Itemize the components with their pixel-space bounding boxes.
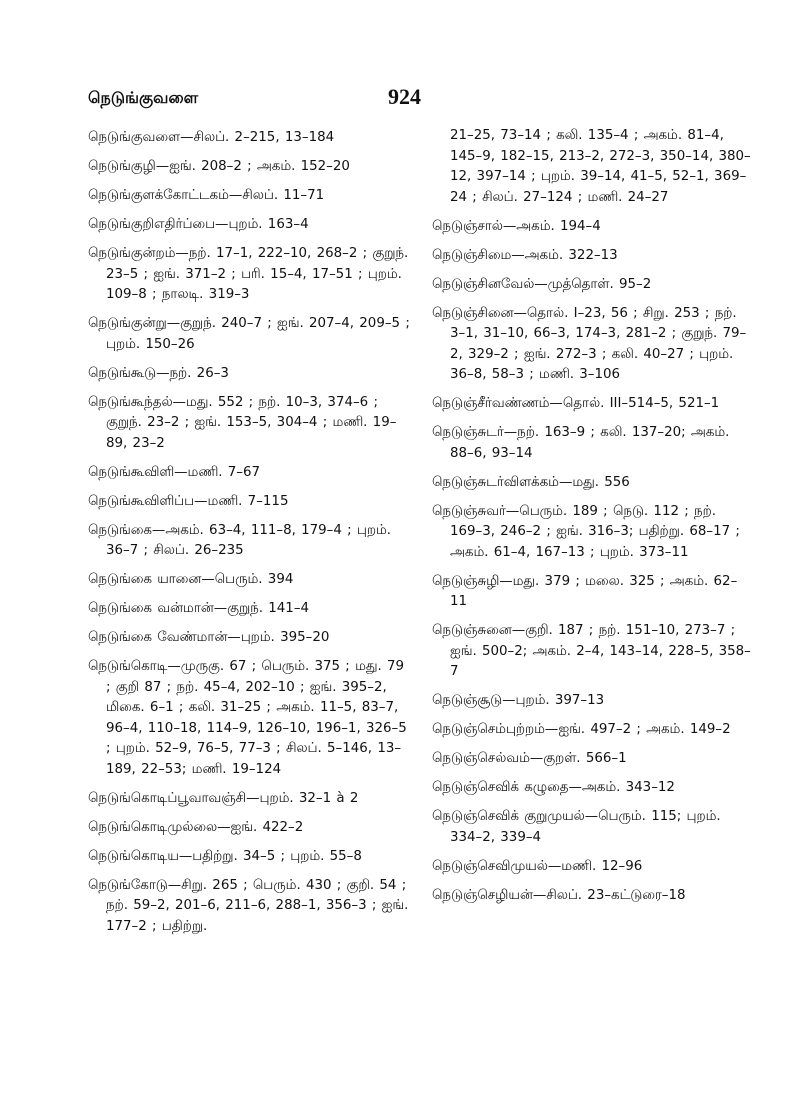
- index-entry: நெடுங்கூடு—நற். 26–3: [88, 365, 229, 381]
- index-entry: நெடுங்கை வன்மான்—குறுந். 141–4: [88, 601, 310, 616]
- index-entry: நெடுங்கை—அகம். 63–4, 111–8, 179–4 ; புறம். 36–7 ; சிலப். 26–235: [88, 522, 392, 558]
- index-entry: நெடுங்குவளை—சிலப். 2–215, 13–184: [88, 130, 335, 145]
- index-entry: நெடுங்குளக்கோட்டகம்—சிலப். 11–71: [88, 188, 325, 203]
- index-entry: நெடுஞ்செவிமுயல்—மணி. 12–96: [432, 858, 643, 874]
- page-number: 924: [388, 84, 421, 109]
- index-entry: நெடுஞ்சுனை—குறி. 187 ; நற். 151–10, 273–7 ; ஐங். 500–2; அகம். 2–4, 143–14, 228–5, 358–7: [432, 623, 751, 679]
- index-entry: நெடுங்கொடி—முருகு. 67 ; பெரும். 375 ; மது. 79 ; குறி 87 ; நற். 45–4, 202–10 ; ஐங். 395–2, மிகை. 6–1 ; கலி. 31–25 ; அகம். 11–5, 83–7, 96–4, 110–18, 114–9, 126–10, 196–1, 326–5 ; புறம். 52–9, 76–5, 77–3 ; சிலப். 5–146, 13–189, 22–53; மணி. 19–124: [88, 659, 407, 777]
- continued-entry: 21–25, 73–14 ; கலி. 135–4 ; அகம். 81–4, 145–9, 182–15, 213–2, 272–3, 350–14, 380–12, 397–14 ; புறம். 39–14, 41–5, 52–1, 369–24 ; சிலப். 27–124 ; மணி. 24–27: [450, 128, 751, 205]
- index-entry: நெடுஞ்செல்வம்—குறள். 566–1: [432, 751, 627, 766]
- index-entry: நெடுஞ்செவிக் கழுதை—அகம். 343–12: [432, 780, 675, 795]
- index-entry: நெடுங்கை யானை—பெரும். 394: [88, 572, 294, 587]
- index-entry: நெடுங்குழி—ஐங். 208–2 ; அகம். 152–20: [88, 159, 350, 174]
- index-entry: நெடுங்கூவிளி—மணி. 7–67: [88, 464, 261, 480]
- index-entry: நெடுங்கை வேண்மான்—புறம். 395–20: [88, 630, 330, 645]
- index-entry: நெடுங்கொடிமுல்லை—ஐங். 422–2: [88, 819, 304, 835]
- index-entry: நெடுஞ்சால்—அகம். 194–4: [432, 218, 601, 234]
- index-entry: நெடுஞ்சுழி—மது. 379 ; மலை. 325 ; அகம். 62–11: [432, 573, 738, 609]
- index-entry: நெடுங்குன்று—குறுந். 240–7 ; ஐங். 207–4, 209–5 ; புறம். 150–26: [88, 316, 410, 352]
- index-entry: நெடுஞ்செம்புற்றம்—ஐங். 497–2 ; அகம். 149–2: [432, 722, 731, 737]
- index-entry: நெடுங்குறிஎதிர்ப்பை—புறம். 163–4: [88, 217, 309, 232]
- index-entry: நெடுங்கூவிளிப்ப—மணி. 7–115: [88, 493, 289, 509]
- index-entry: நெடுங்கொடிய—பதிற்று. 34–5 ; புறம். 55–8: [88, 848, 362, 864]
- right-column: [432, 126, 752, 915]
- left-column: [88, 128, 410, 946]
- index-entry: நெடுஞ்சுடர்விளக்கம்—மது. 556: [432, 474, 630, 490]
- index-entry: நெடுஞ்சினவேல்—முத்தொள். 95–2: [432, 276, 652, 292]
- page-header: [88, 84, 748, 118]
- index-entry: நெடுங்கோடு—சிறு. 265 ; பெரும். 430 ; குறி. 54 ; நற். 59–2, 201–6, 211–6, 288–1, 356–3 ; ஐங். 177–2 ; பதிற்று.: [88, 877, 409, 934]
- index-entry: நெடுங்குன்றம்—நற். 17–1, 222–10, 268–2 ; குறுந். 23–5 ; ஐங். 371–2 ; பரி. 15–4, 17–51 ; புறம். 109–8 ; நாலடி. 319–3: [88, 246, 409, 302]
- index-entry: நெடுங்கொடிப்பூவாவஞ்சி—புறம். 32–1 à 2: [88, 790, 359, 806]
- index-entry: நெடுஞ்சுடர்—நற். 163–9 ; கலி. 137–20; அகம். 88–6, 93–14: [432, 425, 730, 461]
- index-entry: நெடுஞ்சினை—தொல். I–23, 56 ; சிறு. 253 ; நற். 3–1, 31–10, 66–3, 174–3, 281–2 ; குறுந். 79–2, 329–2 ; ஐங். 272–3 ; கலி. 40–27 ; புறம். 36–8, 58–3 ; மணி. 3–106: [432, 305, 747, 382]
- index-entry: நெடுஞ்செழியன்—சிலப். 23–கட்டுரை–18: [432, 887, 686, 903]
- index-entry: நெடுங்கூந்தல்—மது. 552 ; நற். 10–3, 374–6 ; குறுந். 23–2 ; ஐங். 153–5, 304–4 ; மணி. 19–89, 23–2: [88, 394, 397, 451]
- right-column-entries: [432, 217, 752, 907]
- index-entry: நெடுஞ்செவிக் குறுமுயல்—பெரும். 115; புறம். 334–2, 339–4: [432, 809, 721, 845]
- index-entry: நெடுஞ்சிமை—அகம். 322–13: [432, 247, 618, 263]
- running-head: நெடுங்குவளை: [88, 88, 199, 107]
- index-entry: நெடுஞ்சூடு—புறம். 397–13: [432, 693, 605, 708]
- index-entry: நெடுஞ்சீர்வண்ணம்—தொல். III–514–5, 521–1: [432, 396, 720, 411]
- index-entry: நெடுஞ்சுவர்—பெரும். 189 ; நெடு. 112 ; நற். 169–3, 246–2 ; ஐங். 316–3; பதிற்று. 68–17 ; அகம். 61–4, 167–13 ; புறம். 373–11: [432, 503, 740, 560]
